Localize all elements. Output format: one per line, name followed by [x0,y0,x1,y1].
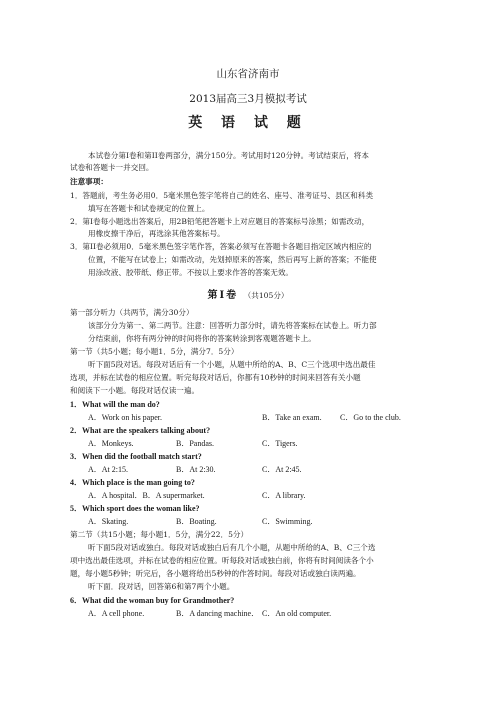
notice-title: 注意事项： [70,177,108,186]
option-a: A．Work on his paper. [88,413,163,422]
header-subject-title: 英 语 试 题 [188,115,308,131]
section2-desc-line: 听下面5段对话或独白。每段对话或独白后有几个小题，从题中所给的A、B、C三个选 [88,543,376,552]
question-stem: 4．Which place is the man going to? [70,478,195,487]
question-stem: 6．What did the woman buy for Grandmother? [70,596,235,605]
question-stem: 5．Which sport does the woman like? [70,504,200,513]
section1-desc-line: 选项，并标在试卷的相应位置。听完每段对话后，你都有10秒钟的时间来回答有关小题 [70,373,361,382]
option-c: C．Swimming. [262,517,313,526]
option-a: A．A hospital．B．A supermarket. [88,491,205,500]
notice-line: 用涂改液、胶带纸、修正带。不按以上要求作答的答案无效。 [88,268,294,277]
option-a: A．A cell phone. [88,609,145,618]
section2-title: 第二节（共15小题；每小题1．5分，满分22．5分） [70,530,249,539]
option-a: A．At 2:15. [88,465,128,474]
section1-title: 第一节（共5小题；每小题1．5分，满分7．5分） [70,347,239,356]
notice-line: 2．第I卷每小题选出答案后，用2B铅笔把答题卡上对应题目的答案标号涂黑；如需改动， [70,217,370,226]
section1-desc-line: 和阅读下一小题。每段对话仅读一遍。 [70,386,200,395]
option-c: C．An old computer. [262,609,332,618]
part1-desc-line: 分结束前，你将有两分钟的时间将你的答案转涂到客观题答题卡上。 [88,334,316,343]
option-b: B．A dancing machine． [176,609,260,618]
option-a: A．Skating. [88,517,129,526]
option-c: C．Go to the club. [340,413,401,422]
header-exam-name: 2013届高三3月模拟考试 [189,93,307,105]
volume-note: （共105分） [243,291,289,300]
header-province-city: 山东省济南市 [216,68,280,80]
option-a: A．Monkeys. [88,439,134,448]
question-stem: 3．When did the football match start? [70,452,202,461]
section2-desc-line: 听下面．段对话，回答第6和第7两个小题。 [88,582,235,591]
notice-line: 位置，不能写在试卷上；如需改动，先划掉原来的答案，然后再写上新的答案；不能使 [88,255,377,264]
notice-line: 1．答题前，考生务必用0．5毫米黑色签字笔将自己的姓名、座号、准考证号、县区和科类 [70,191,374,200]
volume-heading [0,290,496,301]
section2-desc-line: 题，每小题5秒钟；听完后，各小题将给出5秒钟的作答时间。每段对话或独白读两遍。 [70,569,361,578]
option-c: C．A library. [262,491,306,500]
intro-line: 本试卷分第I卷和第II卷两部分，满分150分。考试用时120分钟。考试结束后，将本 [88,151,369,160]
volume-title: 第Ⅰ卷 [207,290,239,301]
question-stem: 2．What are the speakers talking about? [70,426,211,435]
section1-desc-line: 听下面5段对话。每段对话后有一个小题，从题中所给的A、B、C三个选项中选出最佳 [88,360,376,369]
part1-desc-line: 该部分分为第一、第二两节。注意：回答听力部分时，请先将答案标在试卷上。听力部 [88,321,377,330]
notice-line: 用橡皮擦干净后，再选涂其他答案标号。 [88,229,225,238]
part1-title: 第一部分听力（共两节，满分30分） [70,308,194,317]
option-b: B．Boating. [176,517,217,526]
notice-line: 填写在答题卡和试卷规定的位置上。 [88,204,210,213]
section2-desc-line: 项中选出最佳选项，并标在试卷的相应位置。听每段对话或独白前，你将有时间阅读各个小 [70,556,374,565]
option-b: B．Pandas. [176,439,214,448]
option-c: C．Tigers. [262,439,298,448]
option-c: C．At 2:45. [262,465,302,474]
question-stem: 1．What will the man do? [70,400,160,409]
option-b: B．At 2:30. [176,465,216,474]
notice-line: 3．第II卷必须用0．5毫米黑色签字笔作答，答案必须写在答题卡各题目指定区域内相应的 [70,242,372,251]
option-b: B．Take an exam. [262,413,322,422]
intro-line: 试卷和答题卡一并交回。 [70,163,154,172]
